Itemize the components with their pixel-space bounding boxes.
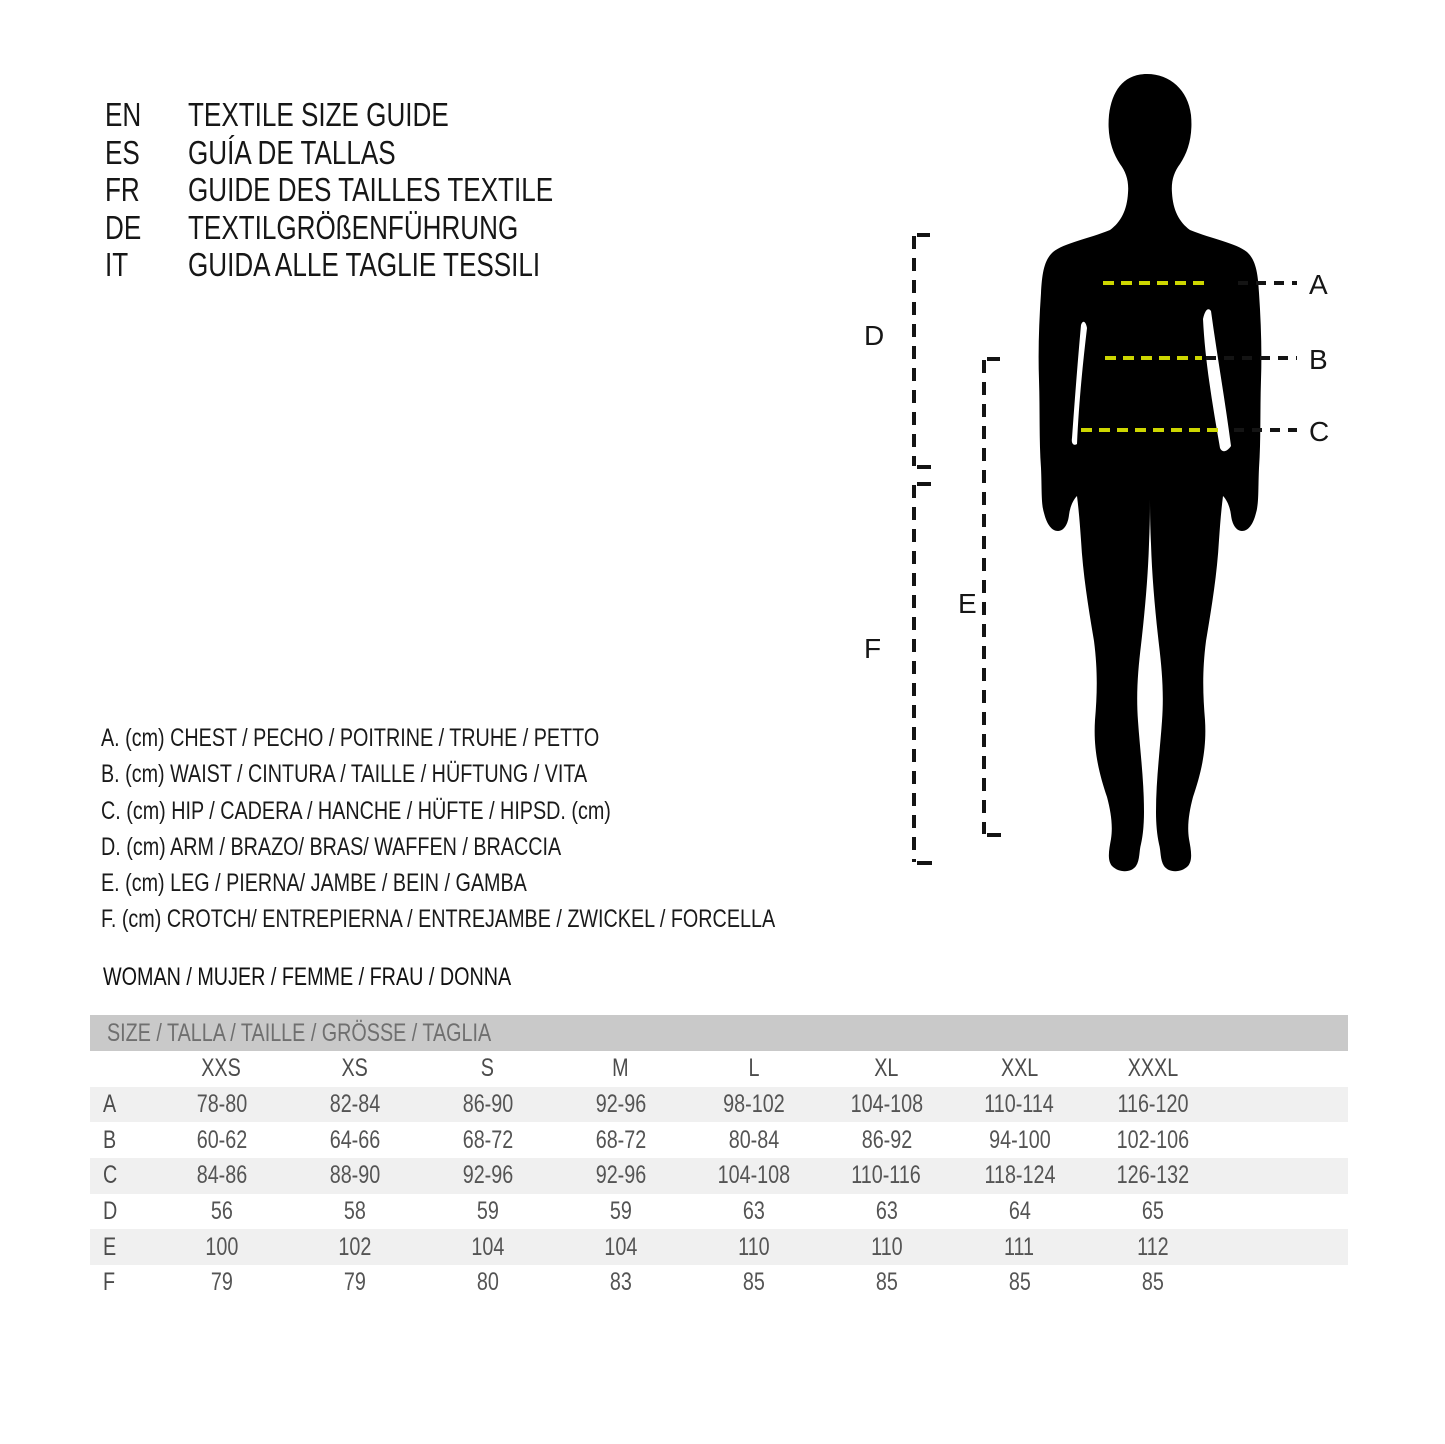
cell: 92-96: [595, 1090, 646, 1119]
row-label: B: [103, 1125, 117, 1154]
size-column-header: XXS: [201, 1054, 242, 1083]
table-row-leg: [90, 1229, 1348, 1265]
row-label: D: [103, 1197, 118, 1226]
size-table-grid: [90, 1051, 1348, 1301]
size-header-empty: [90, 1051, 155, 1087]
language-code: IT: [105, 246, 129, 284]
figure-label-arm: D: [864, 320, 885, 351]
cell: 84-86: [196, 1161, 247, 1190]
cell: 85: [1141, 1268, 1164, 1297]
legend-line-hip: C. (cm) HIP / CADERA / HANCHE / HÜFTE / HIPSD. (cm): [101, 796, 611, 825]
woman-silhouette: [1039, 74, 1262, 871]
cell: 79: [210, 1268, 233, 1297]
cell: 82-84: [329, 1090, 380, 1119]
cell: 112: [1136, 1232, 1169, 1261]
gender-heading-text: WOMAN / MUJER / FEMME / FRAU / DONNA: [103, 963, 512, 991]
language-row: [105, 171, 650, 209]
cell: 80: [476, 1268, 499, 1297]
table-row-waist: [90, 1122, 1348, 1158]
table-row-chest: [90, 1087, 1348, 1123]
cell: 85: [1008, 1268, 1031, 1297]
row-label: C: [103, 1161, 118, 1190]
language-title-list: [105, 96, 650, 284]
table-row-hip: [90, 1158, 1348, 1194]
cell-filler: [1219, 1122, 1348, 1158]
cell: 60-62: [196, 1125, 247, 1154]
cell: 88-90: [329, 1161, 380, 1190]
size-column-header: M: [612, 1054, 629, 1083]
row-label: A: [103, 1090, 117, 1119]
size-column-header: L: [748, 1054, 759, 1083]
cell: 63: [875, 1197, 898, 1226]
cell: 102-106: [1116, 1125, 1189, 1154]
cell: 64: [1008, 1197, 1031, 1226]
legend-line-chest: A. (cm) CHEST / PECHO / POITRINE / TRUHE / PETTO: [101, 724, 600, 752]
row-label: E: [103, 1232, 117, 1261]
cell: 86-92: [861, 1125, 912, 1154]
legend-line-leg: E. (cm) LEG / PIERNA/ JAMBE / BEIN / GAMBA: [101, 869, 527, 898]
size-table: [90, 1015, 1348, 1301]
size-column-header: XXL: [1000, 1054, 1039, 1083]
cell: 83: [609, 1268, 632, 1297]
size-column-header: XS: [341, 1054, 368, 1083]
language-row: [105, 134, 650, 172]
cell: 110: [737, 1232, 770, 1261]
size-table-header-bar: [90, 1015, 1348, 1051]
size-table-header-text: SIZE / TALLA / TAILLE / GRÖSSE / TAGLIA: [107, 1019, 492, 1047]
cell: 126-132: [1116, 1161, 1189, 1190]
language-row: [105, 246, 650, 284]
language-code: FR: [105, 171, 140, 209]
cell: 118-124: [983, 1161, 1056, 1190]
cell: 98-102: [722, 1090, 785, 1119]
cell: 86-90: [462, 1090, 513, 1119]
cell: 56: [210, 1197, 233, 1226]
cell: 64-66: [329, 1125, 380, 1154]
cell-filler: [1219, 1087, 1348, 1123]
figure-label-chest: A: [1309, 269, 1328, 300]
cell: 78-80: [196, 1090, 247, 1119]
figure-label-hip: C: [1309, 416, 1330, 447]
language-title: TEXTILGRÖßENFÜHRUNG: [188, 208, 519, 246]
cell-filler: [1219, 1265, 1348, 1301]
language-code: ES: [105, 133, 140, 171]
cell: 104-108: [850, 1090, 923, 1119]
cell-filler: [1219, 1229, 1348, 1265]
cell: 111: [1004, 1232, 1035, 1261]
cell: 79: [343, 1268, 366, 1297]
cell: 80-84: [728, 1125, 779, 1154]
language-title: GUIDE DES TAILLES TEXTILE: [188, 171, 554, 209]
cell: 85: [742, 1268, 765, 1297]
cell: 85: [875, 1268, 898, 1297]
cell: 68-72: [462, 1125, 513, 1154]
size-column-header: S: [480, 1054, 495, 1083]
gender-heading: [103, 962, 620, 992]
language-title: TEXTILE SIZE GUIDE: [188, 96, 449, 133]
row-label: F: [103, 1268, 116, 1297]
size-header-row: [90, 1051, 1348, 1087]
cell: 116-120: [1116, 1090, 1189, 1119]
cell: 100: [205, 1232, 238, 1261]
cell-filler: [1219, 1194, 1348, 1230]
size-column-header: XL: [874, 1054, 899, 1083]
cell: 65: [1141, 1197, 1164, 1226]
cell: 63: [742, 1197, 765, 1226]
table-row-arm: [90, 1194, 1348, 1230]
cell: 92-96: [462, 1161, 513, 1190]
figure-label-leg: E: [958, 588, 977, 619]
measurement-legend: [101, 720, 954, 938]
table-row-crotch: [90, 1265, 1348, 1301]
cell: 104-108: [717, 1161, 790, 1190]
cell: 59: [609, 1197, 632, 1226]
legend-line-crotch: F. (cm) CROTCH/ ENTREPIERNA / ENTREJAMBE / ZWICKEL / FORCELLA: [101, 905, 776, 934]
cell: 104: [471, 1232, 504, 1261]
language-row: [105, 96, 650, 134]
cell: 110: [870, 1232, 903, 1261]
language-code: DE: [105, 208, 142, 246]
figure-label-waist: B: [1309, 344, 1328, 375]
language-code: EN: [105, 96, 142, 133]
cell-filler: [1219, 1158, 1348, 1194]
legend-line-arm: D. (cm) ARM / BRAZO/ BRAS/ WAFFEN / BRACCIA: [101, 832, 562, 861]
cell: 104: [604, 1232, 637, 1261]
language-title: GUÍA DE TALLAS: [188, 133, 396, 171]
cell: 110-114: [984, 1090, 1055, 1119]
cell: 92-96: [595, 1161, 646, 1190]
cell: 58: [343, 1197, 366, 1226]
cell: 68-72: [595, 1125, 646, 1154]
size-header-filler: [1219, 1051, 1348, 1087]
cell: 94-100: [988, 1125, 1051, 1154]
cell: 102: [338, 1232, 371, 1261]
size-column-header: XXXL: [1127, 1054, 1178, 1083]
language-row: [105, 209, 650, 247]
cell: 59: [476, 1197, 499, 1226]
legend-line-waist: B. (cm) WAIST / CINTURA / TAILLE / HÜFTUNG / VITA: [101, 760, 588, 789]
language-title: GUIDA ALLE TAGLIE TESSILI: [188, 246, 541, 284]
cell: 110-116: [851, 1161, 922, 1190]
figure-label-crotch: F: [864, 633, 882, 664]
